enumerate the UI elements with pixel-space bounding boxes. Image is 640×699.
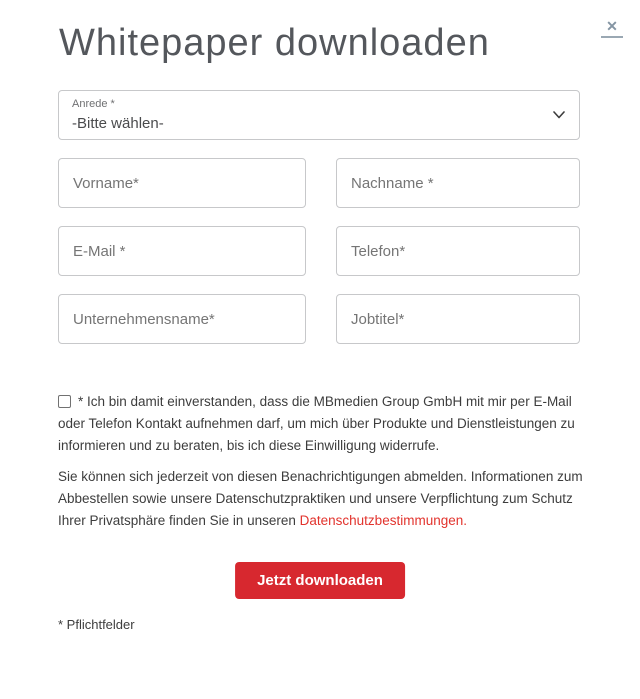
jobtitle-input[interactable] <box>336 294 580 344</box>
phone-input[interactable] <box>336 226 580 276</box>
salutation-select[interactable] <box>58 90 580 140</box>
page-title: Whitepaper downloaden <box>59 22 490 64</box>
privacy-text: Sie können sich jederzeit von diesen Benachrichtigungen abmelden. Informationen zum Abbestellen sowie unsere Datenschutzpraktiken und unsere Verpflichtung zum Schutz Ihrer Privatsphäre finden Sie in unseren <box>58 469 583 528</box>
salutation-value: -Bitte wählen- <box>72 115 164 132</box>
consent-checkbox[interactable] <box>58 395 71 408</box>
lastname-input[interactable] <box>336 158 580 208</box>
submit-button[interactable]: Jetzt downloaden <box>235 562 405 599</box>
consent-paragraph <box>58 391 589 457</box>
privacy-paragraph <box>58 466 589 532</box>
required-note: * Pflichtfelder <box>58 617 135 632</box>
salutation-label: Anrede * <box>72 98 115 110</box>
company-input[interactable] <box>58 294 306 344</box>
close-icon[interactable]: ✕ <box>601 18 623 38</box>
email-input[interactable] <box>58 226 306 276</box>
consent-text: * Ich bin damit einverstanden, dass die MBmedien Group GmbH mit mir per E-Mail oder Telefon Kontakt aufnehmen darf, um mich über Produkte und Dienstleistungen zu informieren und zu beraten, bis ich diese Einwilligung widerrufe. <box>58 394 575 453</box>
chevron-down-icon <box>553 111 565 119</box>
firstname-input[interactable] <box>58 158 306 208</box>
privacy-link[interactable]: Datenschutzbestimmungen. <box>299 513 467 528</box>
